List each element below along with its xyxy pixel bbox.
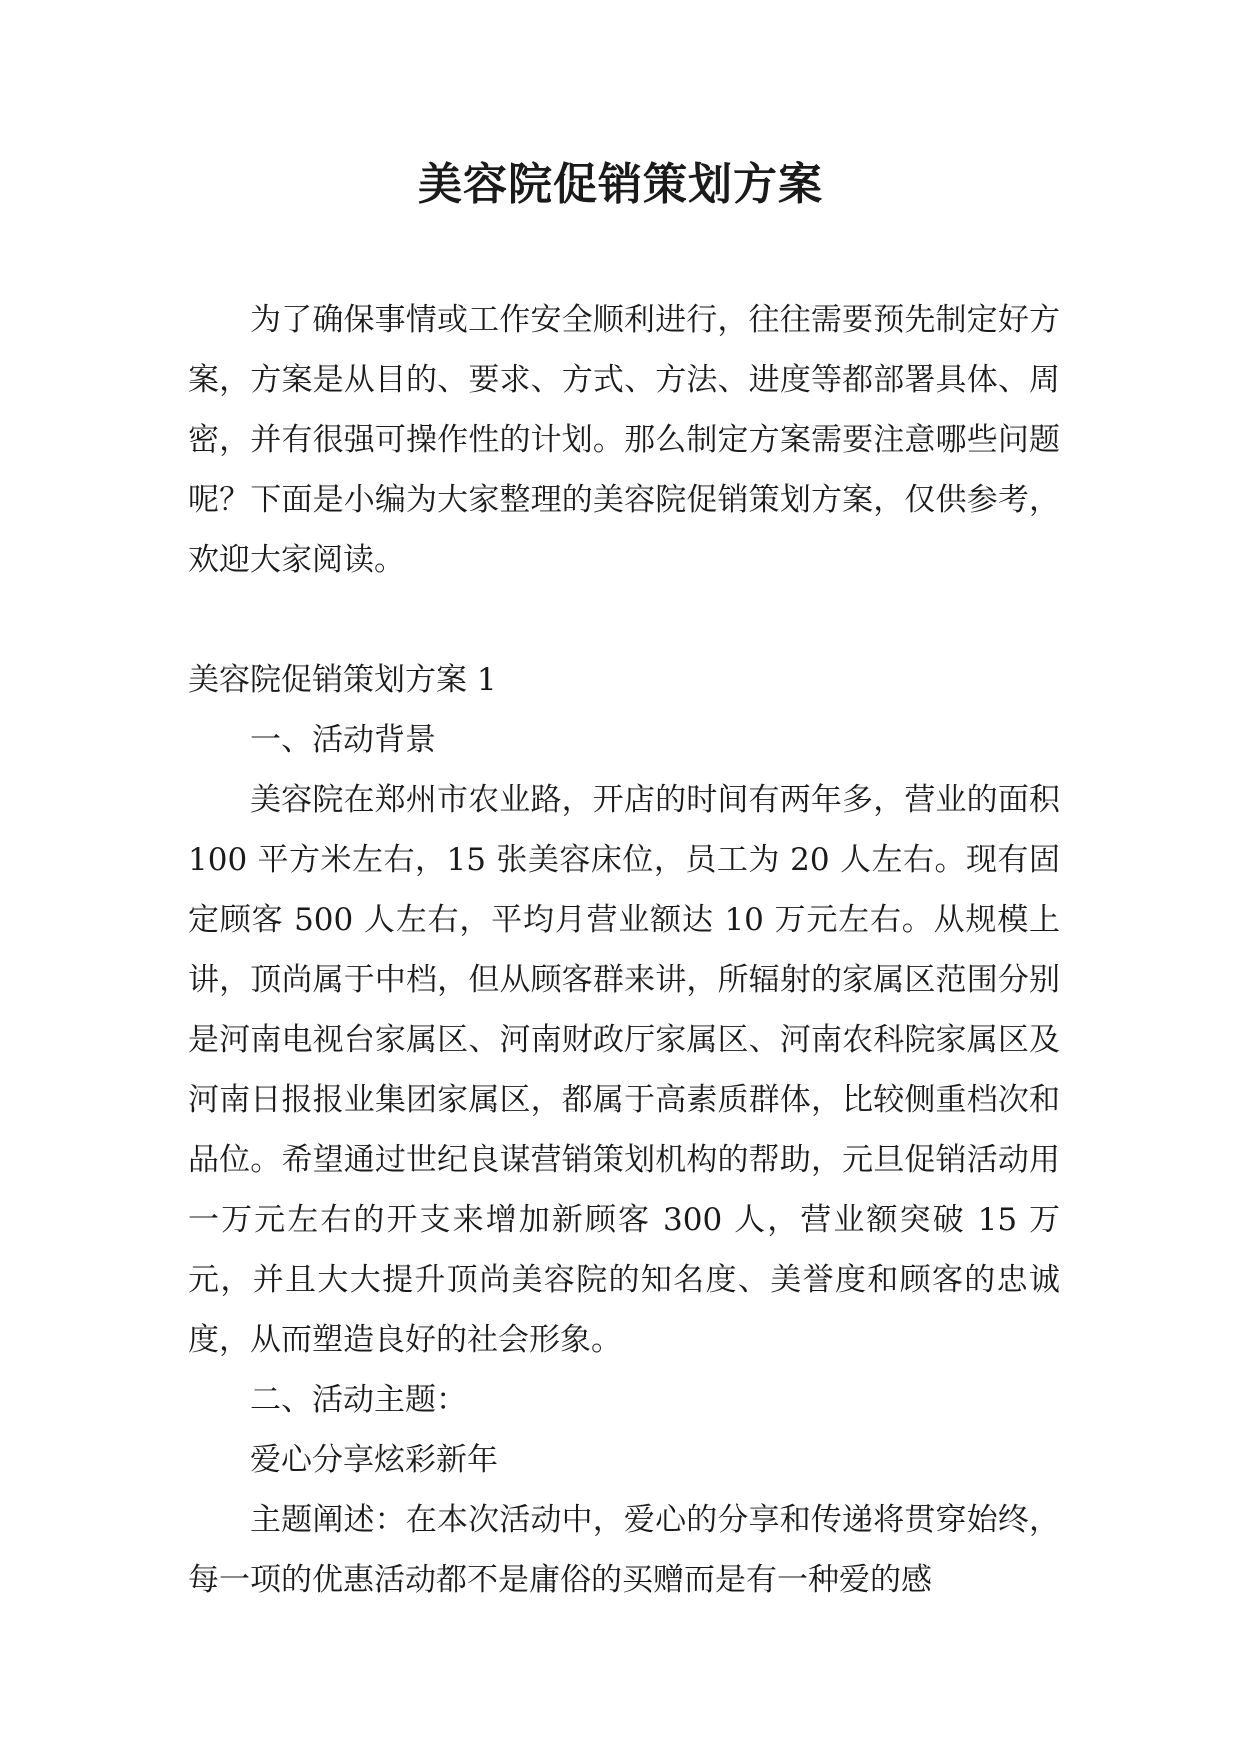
heading-background: 一、活动背景 xyxy=(250,722,436,758)
theme-description: 主题阐述：在本次活动中，爱心的分享和传递将贯穿始终，每一项的优惠活动都不是庸俗的买赠而是有一种爱的感 xyxy=(188,1502,1060,1598)
document-body xyxy=(188,290,1060,1610)
section-title: 美容院促销策划方案 1 xyxy=(188,662,497,698)
document-title: 美容院促销策划方案 xyxy=(418,159,823,210)
background-paragraph: 美容院在郑州市农业路，开店的时间有两年多，营业的面积 100 平方米左右，15 张美容床位，员工为 20 人左右。现有固定顾客 500 人左右，平均月营业额达 10 万元左右。从规模上讲，顶尚属于中档，但从顾客群来讲，所辐射的家属区范围分别是河南电视台家属区、河南财政厅家属区、河南农科院家属区及河南日报报业集团家属区，都属于高素质群体，比较侧重档次和品位。希望通过世纪良谋营销策划机构的帮助，元旦促销活动用一万元左右的开支来增加新顾客 300 人，营业额突破 15 万元，并且大大提升顶尚美容院的知名度、美誉度和顾客的忠诚度，从而塑造良好的社会形象。 xyxy=(188,782,1060,1358)
intro-paragraph: 为了确保事情或工作安全顺利进行，往往需要预先制定好方案，方案是从目的、要求、方式、方法、进度等都部署具体、周密，并有很强可操作性的计划。那么制定方案需要注意哪些问题呢？下面是小编为大家整理的美容院促销策划方案，仅供参考，欢迎大家阅读。 xyxy=(188,302,1060,578)
theme-text: 爱心分享炫彩新年 xyxy=(250,1442,498,1478)
heading-theme: 二、活动主题： xyxy=(250,1382,467,1418)
